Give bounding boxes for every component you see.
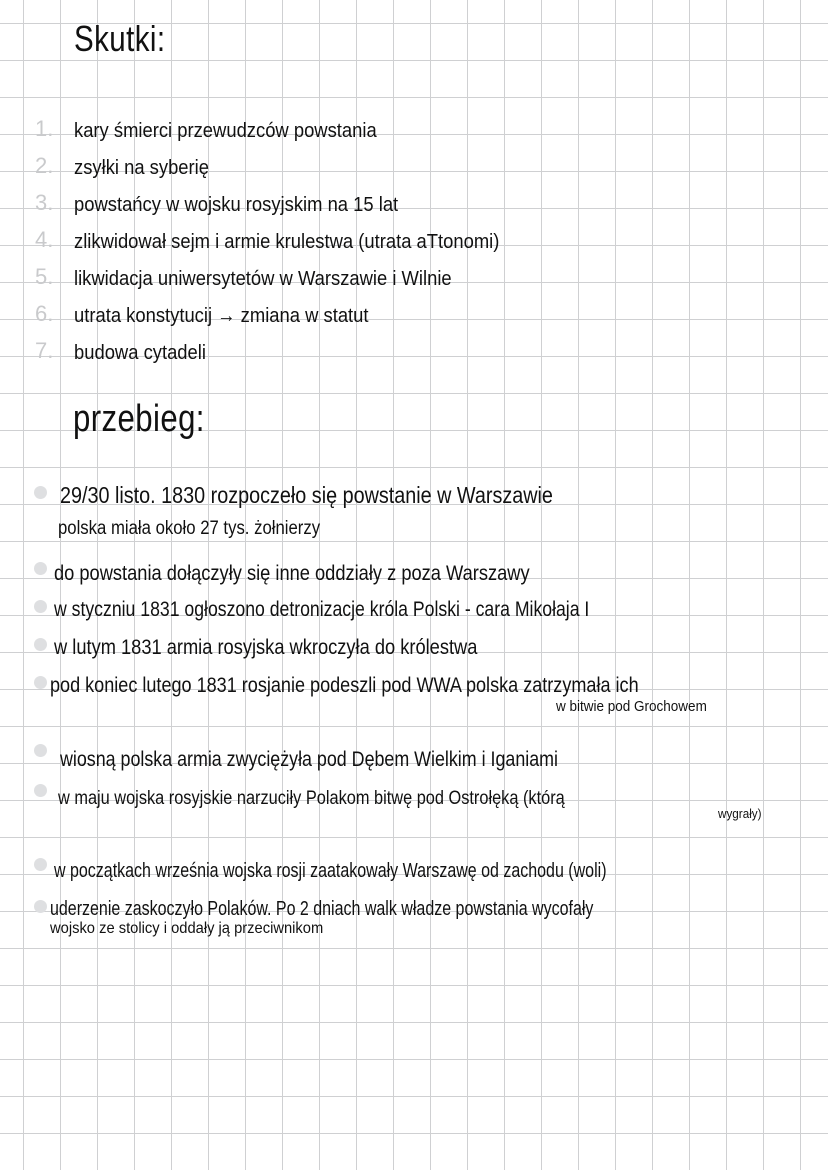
list-item <box>0 149 828 186</box>
bullet-dot-icon <box>34 638 47 651</box>
list-item <box>0 297 828 334</box>
list-item <box>0 112 828 149</box>
bullet-text: w bitwie pod Grochowem <box>556 698 707 715</box>
heading-course: przebieg: <box>73 398 205 440</box>
bullet-text: wiosną polska armia zwyciężyła pod Dębem Wielkim i Iganiami <box>60 748 559 771</box>
bullet-dot-icon <box>34 858 47 871</box>
bullet-text: pod koniec lutego 1831 rosjanie podeszli pod WWA polska zatrzymała ich <box>50 674 639 697</box>
bullet-text: w styczniu 1831 ogłoszono detronizacje króla Polski - cara Mikołaja I <box>54 598 590 621</box>
list-item-text: powstańcy w wojsku rosyjskim na 15 lat <box>74 194 399 216</box>
bullet-dot-icon <box>34 486 47 499</box>
list-item-text: kary śmierci przewudzców powstania <box>74 120 377 142</box>
list-number: 3. <box>35 190 54 215</box>
list-number: 6. <box>35 301 54 326</box>
list-item-text: utrata konstytucij → zmiana w statut <box>74 305 369 327</box>
bullet-text: 29/30 listo. 1830 rozpoczeło się powstanie w Warszawie <box>60 482 553 508</box>
list-item-text: zlikwidował sejm i armie krulestwa (utrata aTtonomi) <box>74 231 500 253</box>
list-item-text: likwidacja uniwersytetów w Warszawie i Wilnie <box>74 268 452 290</box>
list-number: 5. <box>35 264 54 289</box>
list-number: 1. <box>35 116 54 141</box>
list-item <box>0 334 828 371</box>
list-number: 2. <box>35 153 54 178</box>
list-number: 7. <box>35 338 54 363</box>
list-item <box>0 223 828 260</box>
heading-effects: Skutki: <box>74 18 166 59</box>
bullet-text: polska miała około 27 tys. żołnierzy <box>58 518 321 539</box>
bullet-text: uderzenie zaskoczyło Polaków. Po 2 dniach walk władze powstania wycofały <box>50 898 594 920</box>
bullet-text: do powstania dołączyły się inne oddziały z poza Warszawy <box>54 562 530 585</box>
bullet-text: w początkach września wojska rosji zaatakowały Warszawę od zachodu (woli) <box>54 860 607 882</box>
bullet-dot-icon <box>34 900 47 913</box>
bullet-text: w maju wojska rosyjskie narzuciły Polakom bitwę pod Ostrołęką (którą <box>58 788 565 809</box>
bullet-text: wygrały) <box>718 806 762 821</box>
bullet-dot-icon <box>34 600 47 613</box>
list-item-text: budowa cytadeli <box>74 342 206 364</box>
bullet-text: w lutym 1831 armia rosyjska wkroczyła do królestwa <box>54 636 478 659</box>
bullet-dot-icon <box>34 676 47 689</box>
bullet-dot-icon <box>34 784 47 797</box>
list-item <box>0 186 828 223</box>
list-number: 4. <box>35 227 54 252</box>
list-item-text: zsyłki na syberię <box>74 157 209 179</box>
list-item <box>0 260 828 297</box>
bullet-dot-icon <box>34 562 47 575</box>
bullet-text: wojsko ze stolicy i oddały ją przeciwnikom <box>50 920 324 937</box>
bullet-dot-icon <box>34 744 47 757</box>
